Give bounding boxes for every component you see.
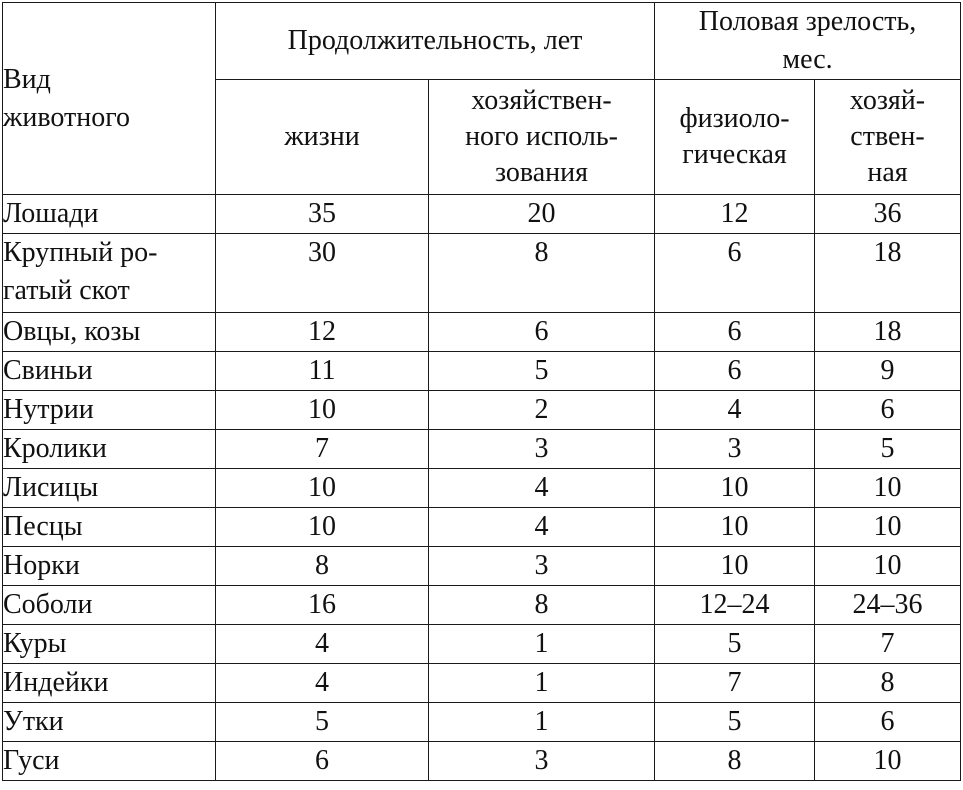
- lifespan-value: 7: [216, 430, 429, 469]
- economic-maturity-value: 36: [815, 195, 961, 234]
- physiological-maturity-value: 10: [655, 508, 815, 547]
- header-economic-use-line-1: хозяйствен-: [471, 85, 612, 116]
- lifespan-value: 10: [216, 469, 429, 508]
- economic-maturity-value: 6: [815, 391, 961, 430]
- species-name-line: Утки: [3, 706, 64, 737]
- table-row: [3, 430, 961, 469]
- economic-maturity-value: 10: [815, 547, 961, 586]
- economic-use-value: 6: [429, 313, 655, 352]
- physiological-maturity-value: 5: [655, 703, 815, 742]
- economic-use-value: 5: [429, 352, 655, 391]
- table-row: [3, 742, 961, 781]
- species-name: [3, 313, 216, 352]
- header-row-top: [3, 3, 961, 80]
- header-maturity-line-2: мес.: [782, 44, 833, 75]
- physiological-maturity-value: 10: [655, 469, 815, 508]
- species-name-line: Куры: [3, 628, 67, 659]
- species-name: [3, 547, 216, 586]
- species-name: [3, 234, 216, 313]
- table-row: [3, 664, 961, 703]
- document-page: [2, 2, 960, 781]
- economic-use-value: 20: [429, 195, 655, 234]
- economic-use-value: 8: [429, 234, 655, 313]
- species-name: [3, 742, 216, 781]
- physiological-maturity-value: 12: [655, 195, 815, 234]
- header-economic-use: [429, 80, 655, 195]
- species-name: [3, 352, 216, 391]
- animal-lifespan-table: [2, 2, 961, 781]
- species-name-line: Соболи: [3, 589, 93, 620]
- economic-use-value: 4: [429, 508, 655, 547]
- economic-use-value: 1: [429, 625, 655, 664]
- species-name-line: Индейки: [3, 667, 109, 698]
- species-name-line: Лисицы: [3, 472, 99, 503]
- header-economic-line-2: ствен-: [850, 121, 925, 152]
- species-name: [3, 469, 216, 508]
- economic-use-value: 1: [429, 664, 655, 703]
- economic-use-value: 2: [429, 391, 655, 430]
- species-name-line: Свиньи: [3, 355, 93, 386]
- physiological-maturity-value: 4: [655, 391, 815, 430]
- table-row: [3, 195, 961, 234]
- table-row: [3, 703, 961, 742]
- header-maturity: [655, 3, 961, 80]
- table-row: [3, 234, 961, 313]
- lifespan-value: 35: [216, 195, 429, 234]
- economic-maturity-value: 10: [815, 742, 961, 781]
- header-economic: [815, 80, 961, 195]
- physiological-maturity-value: 6: [655, 234, 815, 313]
- species-name-line: Крупный ро-: [3, 237, 158, 268]
- species-name-line: Лошади: [3, 198, 99, 229]
- header-maturity-line-1: Половая зрелость,: [698, 6, 917, 37]
- table-row: [3, 625, 961, 664]
- economic-use-value: 1: [429, 703, 655, 742]
- species-name: [3, 430, 216, 469]
- species-name: [3, 195, 216, 234]
- lifespan-value: 6: [216, 742, 429, 781]
- economic-use-value: 3: [429, 742, 655, 781]
- table-row: [3, 391, 961, 430]
- header-duration: [216, 3, 655, 80]
- header-life: [216, 80, 429, 195]
- economic-use-value: 3: [429, 430, 655, 469]
- lifespan-value: 10: [216, 508, 429, 547]
- lifespan-value: 30: [216, 234, 429, 313]
- species-name: [3, 703, 216, 742]
- economic-maturity-value: 24–36: [815, 586, 961, 625]
- economic-maturity-value: 10: [815, 508, 961, 547]
- species-name-line: Овцы, козы: [3, 316, 141, 347]
- table-row: [3, 313, 961, 352]
- economic-maturity-value: 10: [815, 469, 961, 508]
- table-row: [3, 586, 961, 625]
- lifespan-value: 8: [216, 547, 429, 586]
- header-physiological-line-2: гическая: [682, 139, 787, 170]
- table-row: [3, 547, 961, 586]
- economic-use-value: 8: [429, 586, 655, 625]
- economic-maturity-value: 8: [815, 664, 961, 703]
- species-name: [3, 586, 216, 625]
- species-name-line: Норки: [3, 550, 80, 581]
- lifespan-value: 4: [216, 664, 429, 703]
- table-row: [3, 469, 961, 508]
- physiological-maturity-value: 7: [655, 664, 815, 703]
- species-name-line: гатый скот: [3, 275, 130, 306]
- species-name: [3, 664, 216, 703]
- lifespan-value: 10: [216, 391, 429, 430]
- economic-maturity-value: 5: [815, 430, 961, 469]
- species-name-line: Гуси: [3, 745, 60, 776]
- lifespan-value: 11: [216, 352, 429, 391]
- economic-use-value: 4: [429, 469, 655, 508]
- header-life-line-1: жизни: [284, 121, 360, 152]
- lifespan-value: 5: [216, 703, 429, 742]
- header-physiological: [655, 80, 815, 195]
- economic-maturity-value: 9: [815, 352, 961, 391]
- header-species-line-2: животного: [3, 101, 130, 133]
- lifespan-value: 4: [216, 625, 429, 664]
- header-economic-line-1: хозяй-: [849, 85, 926, 116]
- header-economic-line-3: ная: [867, 157, 908, 188]
- species-name-line: Песцы: [3, 511, 83, 542]
- lifespan-value: 12: [216, 313, 429, 352]
- header-duration-line-1: Продолжительность, лет: [287, 25, 583, 56]
- header-physiological-line-1: физиоло-: [679, 103, 790, 134]
- physiological-maturity-value: 5: [655, 625, 815, 664]
- economic-maturity-value: 6: [815, 703, 961, 742]
- physiological-maturity-value: 6: [655, 313, 815, 352]
- header-economic-use-line-3: зования: [494, 157, 589, 188]
- physiological-maturity-value: 8: [655, 742, 815, 781]
- species-name-line: Кролики: [3, 433, 107, 464]
- physiological-maturity-value: 12–24: [655, 586, 815, 625]
- header-species: [3, 3, 216, 195]
- species-name: [3, 391, 216, 430]
- physiological-maturity-value: 3: [655, 430, 815, 469]
- economic-maturity-value: 18: [815, 234, 961, 313]
- economic-maturity-value: 18: [815, 313, 961, 352]
- table-row: [3, 508, 961, 547]
- economic-use-value: 3: [429, 547, 655, 586]
- physiological-maturity-value: 6: [655, 352, 815, 391]
- table-row: [3, 352, 961, 391]
- header-species-line-1: Вид: [3, 63, 51, 95]
- header-economic-use-line-2: ного исполь-: [465, 121, 618, 152]
- species-name: [3, 625, 216, 664]
- species-name-line: Нутрии: [3, 394, 94, 425]
- species-name: [3, 508, 216, 547]
- physiological-maturity-value: 10: [655, 547, 815, 586]
- lifespan-value: 16: [216, 586, 429, 625]
- economic-maturity-value: 7: [815, 625, 961, 664]
